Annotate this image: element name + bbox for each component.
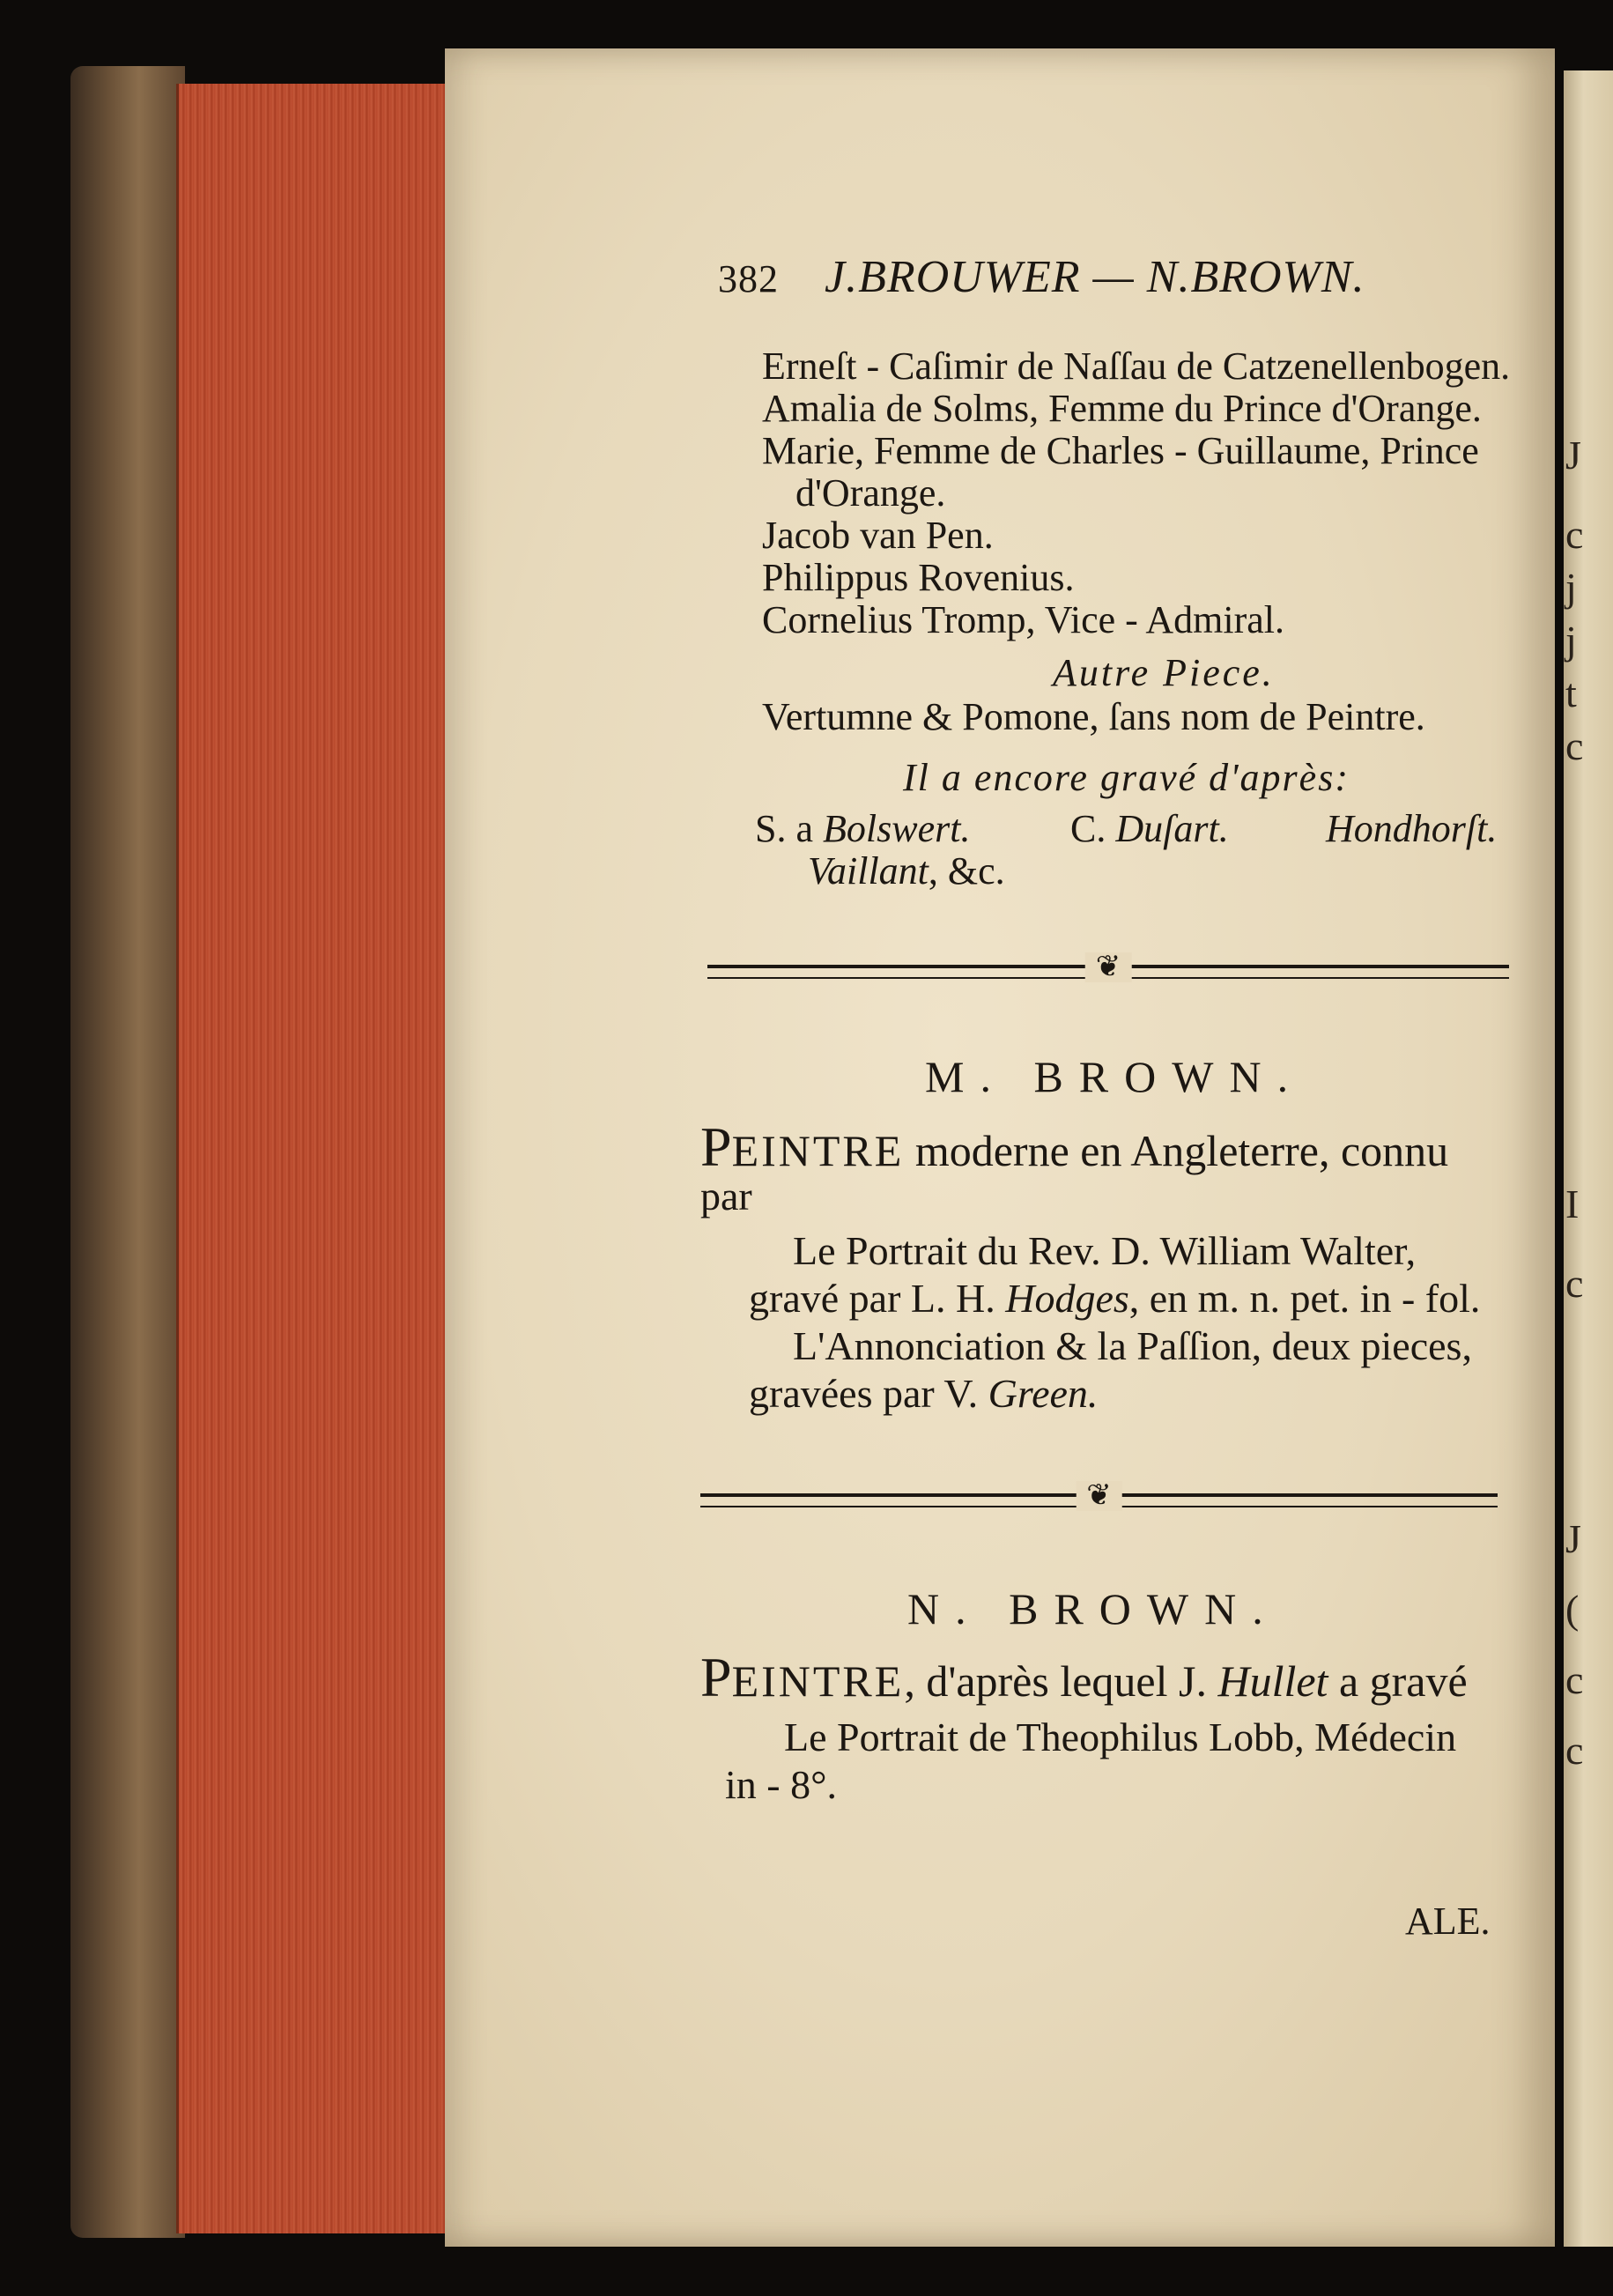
list-item: Cornelius Tromp, Vice - Admiral.	[762, 598, 1284, 641]
page-edge-stack	[176, 84, 450, 2233]
entry-title-n-brown: N. BROWN.	[907, 1584, 1279, 1633]
facing-page-fragment: j	[1565, 565, 1577, 610]
n-brown-p1-line1: Le Portrait de Theophilus Lobb, Médecin	[784, 1715, 1457, 1759]
facing-page-fragment: c	[1565, 1728, 1584, 1773]
drop-cap: P	[700, 1646, 732, 1708]
facing-page-fragment: c	[1565, 512, 1584, 557]
autre-piece-text: Vertumne & Pomone, ſans nom de Peintre.	[762, 695, 1425, 738]
grave-heading: Il a encore gravé d'après:	[903, 756, 1350, 799]
list-item: d'Orange.	[795, 471, 946, 515]
book-page	[445, 48, 1555, 2247]
facing-page-edge	[1564, 70, 1613, 2247]
engraver-dusart: C. Duſart.	[1070, 807, 1229, 850]
list-item: Erneſt - Caſimir de Naſſau de Catzenellenbogen.	[762, 344, 1511, 388]
list-item: Jacob van Pen.	[762, 514, 994, 557]
ornamental-rule	[707, 951, 1509, 983]
facing-page-fragment: J	[1565, 1516, 1581, 1561]
facing-page-fragment: c	[1565, 1657, 1584, 1702]
list-item: Amalia de Solms, Femme du Prince d'Orange.	[762, 387, 1482, 430]
entry-title-m-brown: M. BROWN.	[925, 1052, 1305, 1101]
m-brown-p2-line1: L'Annonciation & la Paſſion, deux pieces,	[793, 1323, 1472, 1368]
n-brown-p1-line2: in - 8°.	[725, 1762, 837, 1807]
page-content	[445, 48, 1555, 2247]
engraver-hondhorst: Hondhorſt.	[1326, 807, 1498, 850]
section-heading-autre-piece: Autre Piece.	[1053, 651, 1275, 694]
facing-page-fragment: J	[1565, 433, 1581, 478]
m-brown-p2-line2: gravées par V. Green.	[749, 1371, 1099, 1416]
page-number: 382	[718, 257, 779, 300]
m-brown-p1-line2: gravé par L. H. Hodges, en m. n. pet. in - fol.	[749, 1276, 1481, 1321]
ornamental-rule	[700, 1479, 1498, 1512]
ornament-icon: ❦	[1085, 952, 1132, 982]
entry-intro-m-brown-cont: par	[700, 1174, 752, 1218]
facing-page-fragment: t	[1565, 670, 1577, 715]
facing-page-fragment: (	[1565, 1587, 1580, 1632]
facing-page-fragment: c	[1565, 723, 1584, 768]
engraver-bolswert: S. a Bolswert.	[755, 807, 971, 850]
engraver-vaillant: Vaillant, &c.	[808, 849, 1005, 892]
facing-page-fragment: c	[1565, 1261, 1584, 1306]
facing-page-fragment: I	[1565, 1181, 1580, 1226]
list-item: Marie, Femme de Charles - Guillaume, Prince	[762, 429, 1479, 472]
entry-intro-m-brown: PEINTRE moderne en Angleterre, connu	[700, 1115, 1449, 1178]
drop-cap: P	[700, 1115, 732, 1178]
running-head	[718, 251, 1511, 303]
book-cover	[70, 66, 185, 2238]
m-brown-p1-line1: Le Portrait du Rev. D. William Walter,	[793, 1228, 1417, 1273]
list-item: Philippus Rovenius.	[762, 556, 1075, 599]
running-title: J.BROUWER — N.BROWN.	[825, 252, 1365, 302]
catchword: ALE.	[1405, 1900, 1491, 1943]
facing-page-fragment: j	[1565, 618, 1577, 663]
ornament-icon: ❦	[1076, 1481, 1122, 1511]
entry-intro-n-brown: PEINTRE, d'après lequel J. Hullet a gravé	[700, 1646, 1468, 1708]
